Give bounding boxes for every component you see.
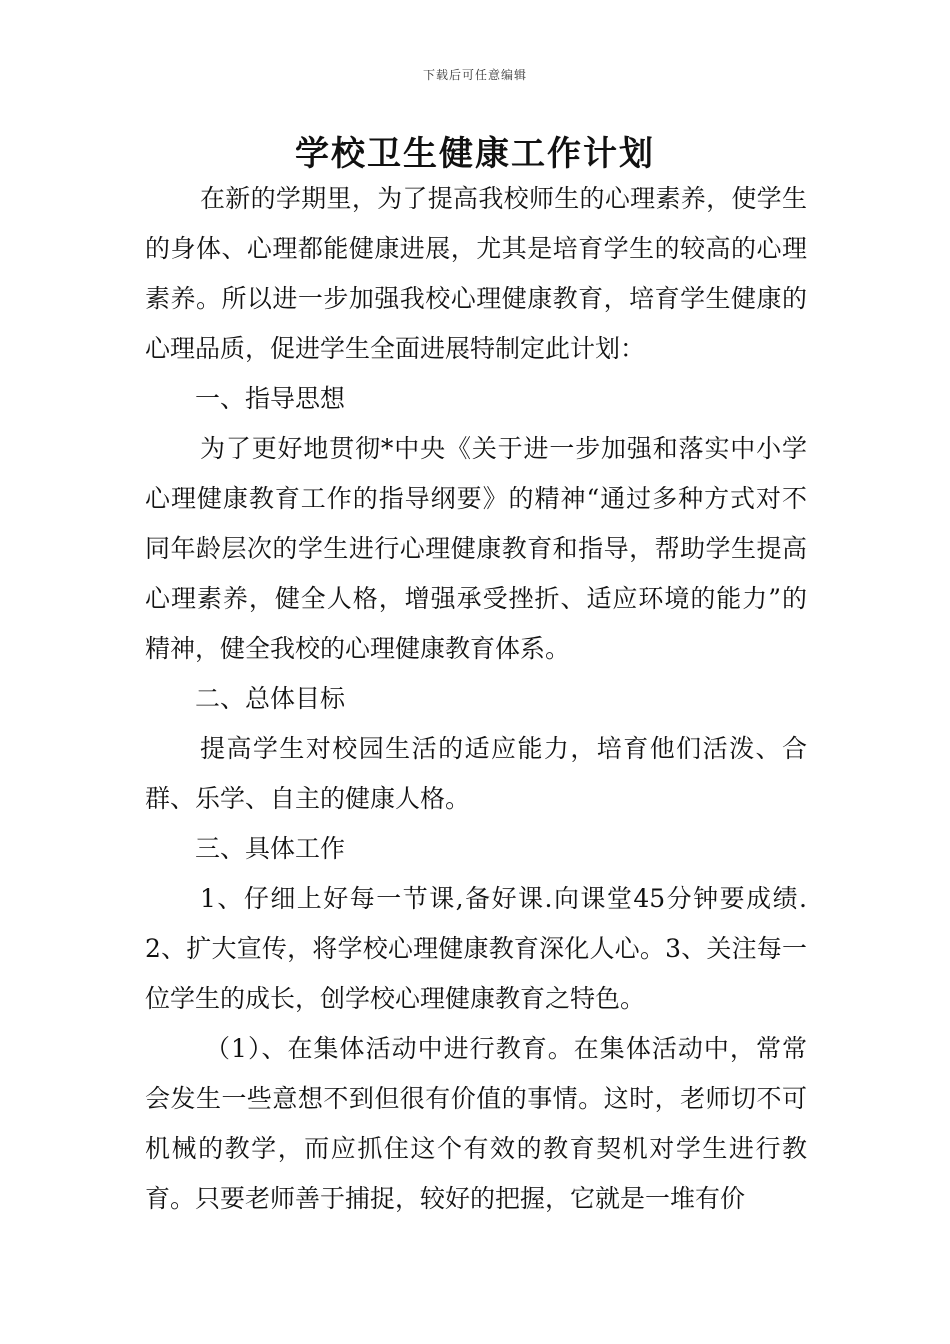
section-heading-overall-goal: 二、总体目标: [195, 684, 346, 713]
section-heading-specific-work: 三、具体工作: [195, 834, 346, 863]
document-body: [145, 174, 807, 1224]
section-heading-guiding-ideology: 一、指导思想: [195, 384, 346, 413]
document-title: 学校卫生健康工作计划: [295, 134, 655, 174]
collective-activity-paragraph: （1）、在集体活动中进行教育。在集体活动中，常常会发生一些意想不到但很有价值的事情。这时，老师切不可机械的教学，而应抓住这个有效的教育契机对学生进行教育。只要老师善于捕捉，较好的把握，它就是一堆有价: [145, 1034, 807, 1213]
intro-paragraph: 在新的学期里，为了提高我校师生的心理素养，使学生的身体、心理都能健康进展，尤其是培育学生的较高的心理素养。所以进一步加强我校心理健康教育，培育学生健康的心理品质，促进学生全面进展特制定此计划：: [145, 184, 807, 363]
overall-goal-paragraph: 提高学生对校园生活的适应能力，培育他们活泼、合群、乐学、自主的健康人格。: [145, 734, 807, 813]
header-note: 下载后可任意编辑: [422, 68, 527, 82]
guiding-ideology-paragraph: 为了更好地贯彻*中央《关于进一步加强和落实中小学心理健康教育工作的指导纲要》的精神“通过多种方式对不同年龄层次的学生进行心理健康教育和指导，帮助学生提高心理素养，健全人格，增强承受挫折、适应环境的能力”的精神，健全我校的心理健康教育体系。: [145, 434, 807, 663]
specific-work-paragraph: 1、仔细上好每一节课,备好课.向课堂45分钟要成绩.2、扩大宣传，将学校心理健康教育深化人心。3、关注每一位学生的成长，创学校心理健康教育之特色。: [145, 884, 807, 1013]
